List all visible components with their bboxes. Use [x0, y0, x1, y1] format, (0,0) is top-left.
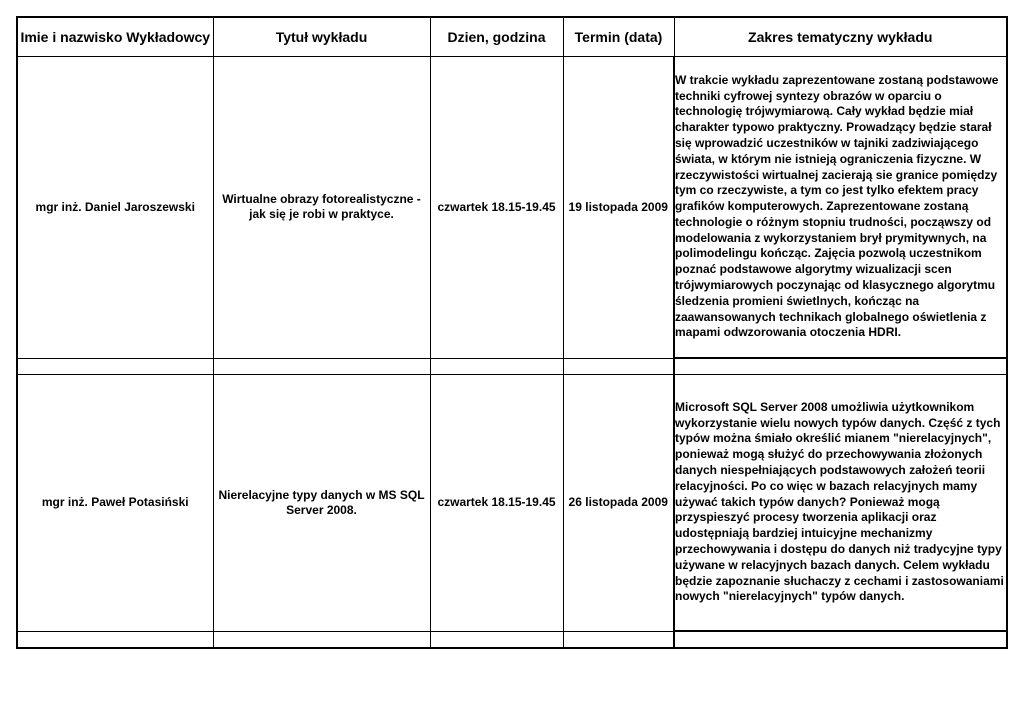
table-row: [17, 57, 1007, 359]
empty-cell: [430, 358, 563, 375]
day-time-cell: czwartek 18.15-19.45: [430, 57, 563, 359]
empty-cell: [17, 631, 213, 648]
header-date: Termin (data): [563, 17, 674, 57]
lecture-schedule-table: [16, 16, 1008, 649]
empty-cell: [17, 358, 213, 375]
scope-cell: Microsoft SQL Server 2008 umożliwia użytkownikom wykorzystanie wielu nowych typów danych. Część z tych typów można śmiało określić mianem "nierelacyjnych", ponieważ mogą służyć do przechowywania złożonych danych niespełniających podstawowych założeń teorii relacyjności. Po co więc w bazach relacyjnych mamy używać takich typów danych? Ponieważ mogą przyspieszyć procesy tworzenia aplikacji oraz udostępniają bardziej intuicyjne mechanizmy przechowywania i dostępu do danych niż tradycyjne typy używane w relacyjnych bazach danych. Celem wykładu będzie zapoznanie słuchaczy z cechami i zastosowaniami nowych "nierelacyjnych" typów danych.: [674, 375, 1007, 632]
empty-cell: [563, 358, 674, 375]
lecturer-cell: mgr inż. Daniel Jaroszewski: [17, 57, 213, 359]
day-time-cell: czwartek 18.15-19.45: [430, 375, 563, 632]
title-cell: Wirtualne obrazy fotorealistyczne - jak się je robi w praktyce.: [213, 57, 430, 359]
empty-cell: [563, 631, 674, 648]
empty-cell: [674, 358, 1007, 375]
header-lecturer: Imie i nazwisko Wykładowcy: [17, 17, 213, 57]
header-row: [17, 17, 1007, 57]
empty-cell: [430, 631, 563, 648]
empty-cell: [213, 358, 430, 375]
date-cell: 19 listopada 2009: [563, 57, 674, 359]
empty-cell: [674, 631, 1007, 648]
header-title: Tytuł wykładu: [213, 17, 430, 57]
header-scope: Zakres tematyczny wykładu: [674, 17, 1007, 57]
spacer-row: [17, 631, 1007, 648]
lecturer-cell: mgr inż. Paweł Potasiński: [17, 375, 213, 632]
date-cell: 26 listopada 2009: [563, 375, 674, 632]
empty-cell: [213, 631, 430, 648]
title-cell: Nierelacyjne typy danych w MS SQL Server 2008.: [213, 375, 430, 632]
scope-cell: W trakcie wykładu zaprezentowane zostaną podstawowe techniki cyfrowej syntezy obrazów w oparciu o technologię trójwymiarową. Cały wykład będzie miał charakter typowo praktyczny. Prowadzący będzie starał się wprowadzić uczestników w tajniki zadziwiającego świata, w którym nie istnieją ograniczenia fizyczne. W rzeczywistości wirtualnej zacierają sie granice pomiędzy tym co rzeczywiste, a tym co jest tylko efektem pracy grafików komputerowych. Zaprezentowane zostaną technologie o różnym stopniu trudności, począwszy od modelowania z wykorzystaniem brył prymitywnych, na polimodelingu kończąc. Zajęcia pozwolą uczestnikom poznać podstawowe algorytmy wizualizacji scen trójwymiarowych poczynając od klasycznego algorytmu śledzenia promieni świetlnych, kończąc na zaawansowanych technikach globalnego oświetlenia z mapami odwzorowania otoczenia HDRI.: [674, 57, 1007, 359]
spacer-row: [17, 358, 1007, 375]
header-day-time: Dzien, godzina: [430, 17, 563, 57]
table-row: [17, 375, 1007, 632]
